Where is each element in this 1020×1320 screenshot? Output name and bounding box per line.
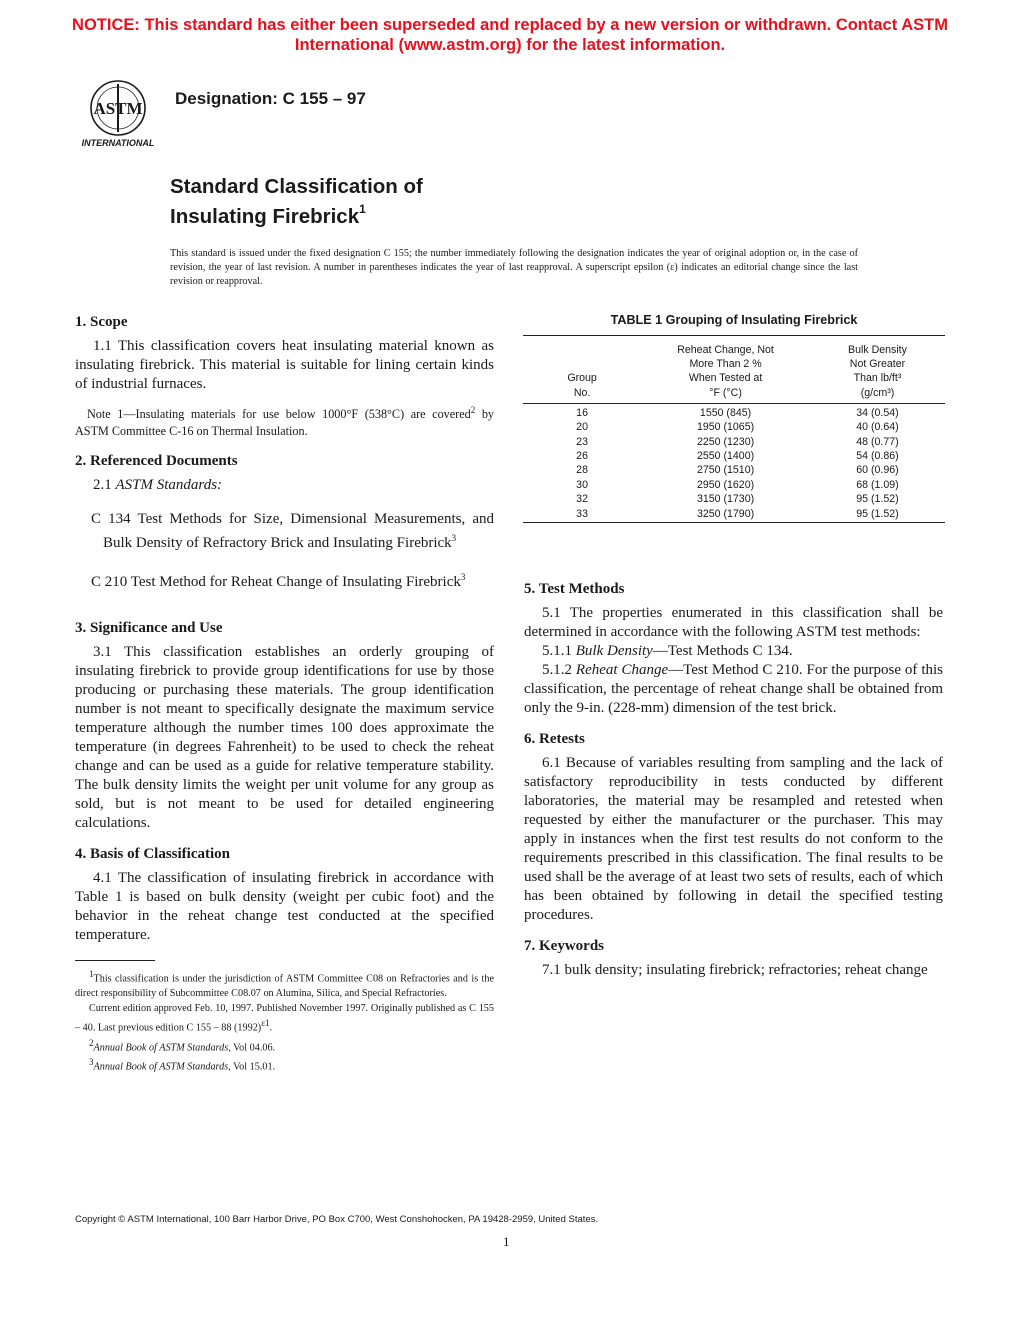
page-title	[170, 174, 423, 229]
section-1-1: 1.1 This classification covers heat insulating material known as insulating firebrick. This material is suitable for lining certain kinds of industrial furnaces.	[75, 338, 494, 392]
cell-reheat: 2950 (1620)	[696, 478, 755, 491]
section-5-1-1	[524, 642, 943, 661]
header-group-line-1: Group	[567, 372, 597, 385]
reference-c134-mark: 3	[451, 533, 457, 544]
section-7-heading: 7. Keywords	[524, 938, 604, 954]
section-4-heading: 4. Basis of Classification	[75, 846, 231, 863]
cell-group: 30	[576, 478, 588, 491]
cell-group: 20	[576, 421, 588, 434]
cell-reheat: 3150 (1730)	[696, 493, 755, 506]
table-row	[523, 435, 945, 449]
cell-reheat: 1950 (1065)	[696, 421, 755, 434]
astm-logo	[74, 74, 162, 150]
note-1-text-b: by ASTM Committee C-16 on Thermal Insulation.	[75, 407, 495, 439]
table-row	[523, 449, 945, 463]
cell-group: 32	[576, 493, 588, 506]
right-column	[524, 580, 943, 980]
title-line-2-text: Insulating Firebrick	[170, 204, 360, 228]
designation: Designation: C 155 – 97	[175, 89, 366, 108]
footnotes	[75, 960, 494, 1075]
reference-c134-text: C 134 Test Methods for Size, Dimensional Measurements, and Bulk Density of Refractory Brick and Insulating Firebrick	[91, 511, 494, 552]
note-1	[75, 402, 494, 440]
section-6-heading: 6. Retests	[524, 731, 585, 747]
left-column	[75, 313, 494, 945]
table-row	[523, 403, 945, 420]
footnote-3	[75, 1055, 494, 1074]
reference-c134	[75, 510, 494, 553]
section-5-heading: 5. Test Methods	[524, 581, 625, 597]
table-1-grid	[523, 335, 945, 523]
section-3-heading: 3. Significance and Use	[75, 620, 223, 637]
footnote-1-edition-text: Current edition approved Feb. 10, 1997. Published November 1997. Originally published as C 155 – 40. Last previous edition C 155 – 88 (1992)	[75, 1003, 494, 1034]
footnote-2-mark: 2	[89, 1037, 94, 1048]
cell-reheat: 2550 (1400)	[696, 450, 755, 463]
table-1-caption: TABLE 1 Grouping of Insulating Firebrick	[610, 313, 858, 327]
header-density-line-3: Than lb/ft³	[853, 372, 902, 385]
header-reheat-line-1: Reheat Change, Not	[677, 344, 774, 356]
section-4-1: 4.1 The classification of insulating firebrick in accordance with Table 1 is based on bulk density (weight per cubic foot) and the behavior in the reheat change test conducted at the specified temperature.	[75, 870, 494, 944]
table-row	[523, 478, 945, 492]
cell-reheat: 3250 (1790)	[641, 507, 810, 523]
footnote-1-edition: Current edition approved Feb. 10, 1997. Published November 1997. Originally published as C 155 – 40. Last previous edition C 155 – 88 $(1992)^{\varepsilon 1}$.	[75, 1003, 494, 1034]
title-footnote-mark: 1	[359, 202, 366, 216]
section-2-heading: 2. Referenced Documents	[75, 453, 238, 470]
table-1	[523, 311, 945, 523]
footnote-3-mark: 3	[89, 1057, 94, 1068]
section-2-1	[75, 476, 494, 495]
table-row	[523, 420, 945, 434]
cell-density: 48 (0.77)	[856, 435, 899, 448]
title-line-2	[170, 199, 423, 229]
cell-group: 33	[523, 507, 641, 523]
footnote-3-italic: Annual Book of ASTM Standards	[93, 1061, 229, 1073]
table-row	[523, 492, 945, 506]
note-1-footnote-mark: 2	[470, 405, 476, 415]
page-number: 1	[503, 1234, 510, 1249]
footnote-1-text: This classification is under the jurisdiction of ASTM Committee C08 on Refractories and is the direct responsibility of Subcommittee C08.07 on Alumina, Silica, and Special Refractories.	[75, 973, 494, 1000]
note-1-text-a: Note 1—Insulating materials for use below 1000°F (538°C) are covered	[87, 407, 471, 422]
cell-density: 95 (1.52)	[810, 507, 945, 523]
withdrawal-notice: NOTICE: This standard has either been superseded and replaced by a new version or withdrawn. Contact ASTM International (www.astm.org) for the latest information.	[72, 16, 948, 54]
header-reheat-line-2: More Than 2 %	[689, 358, 762, 371]
cell-group: 26	[576, 450, 588, 463]
section-5-1-2-num: 5.1.2	[542, 662, 576, 678]
section-2-1-italic: ASTM Standards:	[115, 477, 223, 494]
title-line-1: Standard Classification of	[170, 175, 423, 198]
section-7-1: 7.1 bulk density; insulating firebrick; refractories; reheat change	[542, 962, 928, 978]
section-5-1: 5.1 The properties enumerated in this classification shall be determined in accordance with the following ASTM test methods:	[524, 605, 943, 640]
cell-density: 40 (0.64)	[856, 421, 899, 434]
header-reheat-line-3: When Tested at	[688, 372, 763, 385]
section-3-1: 3.1 This classification establishes an orderly grouping of insulating firebrick to provide group identifications for use by those producing or purchasing these materials. The group identification number is not meant to specifically designate the maximum service temperature although the number times 100 does approximate the temperature (in degrees Fahrenheit) to be used to check the reheat change and can be used as a guide for relative temperature stability. The bulk density limits the weight per unit volume for any group as sold, but is not meant to be used for detailed engineering calculations.	[75, 644, 494, 832]
table-row	[523, 507, 945, 523]
reference-c210-text: C 210 Test Method for Reheat Change of Insulating Firebrick	[91, 574, 461, 591]
cell-group: 16	[576, 406, 588, 419]
section-5-1-1-rest: —Test Methods C 134.	[652, 643, 793, 659]
footnote-3-rest: , Vol 15.01.	[228, 1061, 276, 1073]
footnote-1-mark: 1	[89, 969, 94, 979]
logo-subtext: INTERNATIONAL	[81, 138, 155, 148]
logo-text: ASTM	[93, 99, 143, 118]
section-5-1-2-rest: —Test Method C 210. For the purpose of this classification, the percentage of reheat change shall be obtained from only the 9-in. (228-mm) dimension of the test brick.	[524, 662, 944, 716]
header-reheat	[641, 336, 810, 404]
cell-reheat: 2750 (1510)	[696, 464, 755, 477]
footnote-rule	[75, 960, 155, 961]
cell-density: 95 (1.52)	[856, 493, 899, 506]
cell-group: 23	[576, 435, 588, 448]
section-5-1-1-italic: Bulk Density	[575, 643, 653, 659]
cell-reheat: 1550 (845)	[699, 406, 752, 419]
cell-density: 34 (0.54)	[856, 406, 899, 419]
header-reheat-line-4: °F (°C)	[709, 386, 742, 399]
cell-density: 68 (1.09)	[856, 478, 899, 491]
section-6-1: 6.1 Because of variables resulting from sampling and the lack of satisfactory reproducibility in tests conducted by different laboratories, the material may be resampled and retested when requested by either the manufacturer or the purchaser. This may apply in instances when the first test results do not conform to the requirements prescribed in this classification. The final results to be used shall be the average of at least two sets of results, each of which has been obtained by following in detail the specified testing procedures.	[524, 755, 943, 923]
footnote-1	[75, 967, 494, 1001]
copyright: Copyright © ASTM International, 100 Barr Harbor Drive, PO Box C700, West Conshohocken, PA 19428-2959, United States.	[75, 1214, 599, 1225]
section-5-1-1-num: 5.1.1	[542, 643, 576, 659]
header-density-line-4: (g/cm³)	[860, 386, 895, 399]
footnote-1-edition-mark: ε1	[261, 1018, 270, 1029]
footnote-2-rest: , Vol 04.06.	[228, 1042, 276, 1054]
cell-group: 28	[576, 464, 588, 477]
cell-density: 54 (0.86)	[856, 450, 899, 463]
issuance-statement: This standard is issued under the fixed designation C 155; the number immediately following the designation indicates the year of original adoption or, in the case of revision, the year of last revision. A number in parentheses indicates the year of last reapproval. A superscript epsilon (ε) indicates an editorial change since the last revision or reapproval.	[170, 248, 858, 287]
footnote-2	[75, 1036, 494, 1055]
reference-c210-mark: 3	[460, 572, 466, 583]
section-5-1-2-italic: Reheat Change	[575, 662, 669, 678]
footnote-2-italic: Annual Book of ASTM Standards	[93, 1042, 229, 1054]
table-row	[523, 463, 945, 477]
header-density-line-2: Not Greater	[849, 358, 906, 371]
cell-density: 60 (0.96)	[856, 464, 899, 477]
section-1-heading: 1. Scope	[75, 314, 128, 330]
header-density-line-1: Bulk Density	[848, 344, 907, 356]
reference-c210	[75, 568, 494, 592]
section-2-1-num: 2.1	[93, 477, 116, 494]
section-5-1-2	[524, 661, 943, 718]
header-density	[810, 336, 945, 404]
header-group-line-2: No.	[573, 386, 591, 399]
cell-reheat: 2250 (1230)	[696, 435, 755, 448]
header-group	[523, 336, 641, 404]
